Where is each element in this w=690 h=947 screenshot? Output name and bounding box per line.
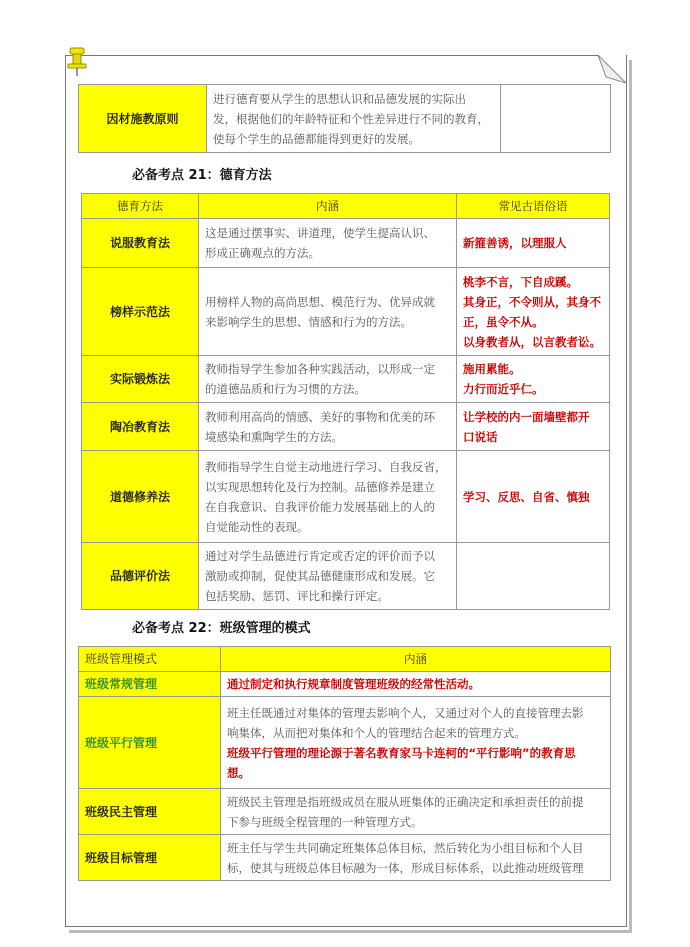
method-name: 榜样示范法 bbox=[82, 268, 199, 356]
principle-label: 因材施教原则 bbox=[79, 85, 207, 153]
method-sayings: 施用累能。 力行而近乎仁。 bbox=[457, 356, 610, 403]
page-curl-icon bbox=[598, 55, 626, 83]
method-sayings: 学习、反思、自省、慎独 bbox=[457, 451, 610, 543]
mode-content: 通过制定和执行规章制度管理班级的经常性活动。 bbox=[221, 672, 611, 697]
mode-content: 班主任既通过对集体的管理去影响个人，又通过对个人的直接管理去影 响集体，从而把对集体和个人的管理结合起来的管理方式。 班级平行管理的理论源于著名教育家马卡连柯的“平行影响”的教育思 想。 bbox=[221, 697, 611, 789]
method-sayings: 新箍善诱，以理服人 bbox=[457, 219, 610, 268]
table-row bbox=[82, 403, 610, 451]
method-meaning: 通过对学生品德进行肯定或否定的评价而予以 激励或抑制，促使其品德健康形成和发展。它 包括奖励、惩罚、评比和操行评定。 bbox=[199, 543, 457, 610]
pushpin-icon bbox=[66, 45, 90, 77]
section22-title: 必备考点 22：班级管理的模式 bbox=[132, 621, 311, 636]
mode-content: 班主任与学生共同确定班集体总体目标，然后转化为小组目标和个人目 标，使其与班级总体目标融为一体，形成目标体系，以此推动班级管理 bbox=[221, 835, 611, 881]
table-row bbox=[82, 219, 610, 268]
header-meaning: 内涵 bbox=[199, 194, 457, 219]
table-row bbox=[82, 543, 610, 610]
principle-meaning: 进行德育要从学生的思想认识和品德发展的实际出 发，根据他们的年龄特征和个性差异进行不同的教育， 使每个学生的品德都能得到更好的发展。 bbox=[207, 85, 501, 153]
method-name: 实际锻炼法 bbox=[82, 356, 199, 403]
mode-name: 班级平行管理 bbox=[79, 697, 221, 789]
method-name: 陶冶教育法 bbox=[82, 403, 199, 451]
table-row bbox=[79, 789, 611, 835]
moral-methods-table bbox=[81, 193, 610, 610]
mode-name: 班级民主管理 bbox=[79, 789, 221, 835]
header-content: 内涵 bbox=[221, 647, 611, 672]
class-management-table bbox=[78, 646, 611, 881]
mode-name: 班级目标管理 bbox=[79, 835, 221, 881]
method-meaning: 这是通过摆事实、讲道理，使学生提高认识、 形成正确观点的方法。 bbox=[199, 219, 457, 268]
table-row bbox=[82, 451, 610, 543]
method-name: 品德评价法 bbox=[82, 543, 199, 610]
table-row bbox=[79, 835, 611, 881]
method-sayings: 桃李不言，下自成蹊。 其身正，不令则从，其身不 正，虽令不从。 以身教者从，以言教者讼。 bbox=[457, 268, 610, 356]
principle-extra bbox=[501, 85, 611, 153]
method-meaning: 教师利用高尚的情感、美好的事物和优美的环 境感染和熏陶学生的方法。 bbox=[199, 403, 457, 451]
header-mode: 班级管理模式 bbox=[79, 647, 221, 672]
top-principle-table bbox=[78, 84, 611, 153]
method-name: 道德修养法 bbox=[82, 451, 199, 543]
table-row bbox=[82, 268, 610, 356]
table-row bbox=[79, 697, 611, 789]
method-meaning: 教师指导学生自觉主动地进行学习、自我反省， 以实现思想转化及行为控制。品德修养是建立 在自我意识、自我评价能力发展基础上的人的 自觉能动性的表现。 bbox=[199, 451, 457, 543]
method-meaning: 用榜样人物的高尚思想、模范行为、优异成就 来影响学生的思想、情感和行为的方法。 bbox=[199, 268, 457, 356]
method-meaning: 教师指导学生参加各种实践活动，以形成一定 的道德品质和行为习惯的方法。 bbox=[199, 356, 457, 403]
method-sayings: 让学校的内一面墙壁都开 口说话 bbox=[457, 403, 610, 451]
method-sayings bbox=[457, 543, 610, 610]
section21-title: 必备考点 21：德育方法 bbox=[132, 168, 272, 183]
table-row bbox=[82, 356, 610, 403]
mode-content: 班级民主管理是指班级成员在服从班集体的正确决定和承担责任的前提 下参与班级全程管理的一种管理方式。 bbox=[221, 789, 611, 835]
header-method: 德育方法 bbox=[82, 194, 199, 219]
header-sayings: 常见古语俗语 bbox=[457, 194, 610, 219]
mode-name: 班级常规管理 bbox=[79, 672, 221, 697]
method-name: 说服教育法 bbox=[82, 219, 199, 268]
table-row bbox=[79, 672, 611, 697]
